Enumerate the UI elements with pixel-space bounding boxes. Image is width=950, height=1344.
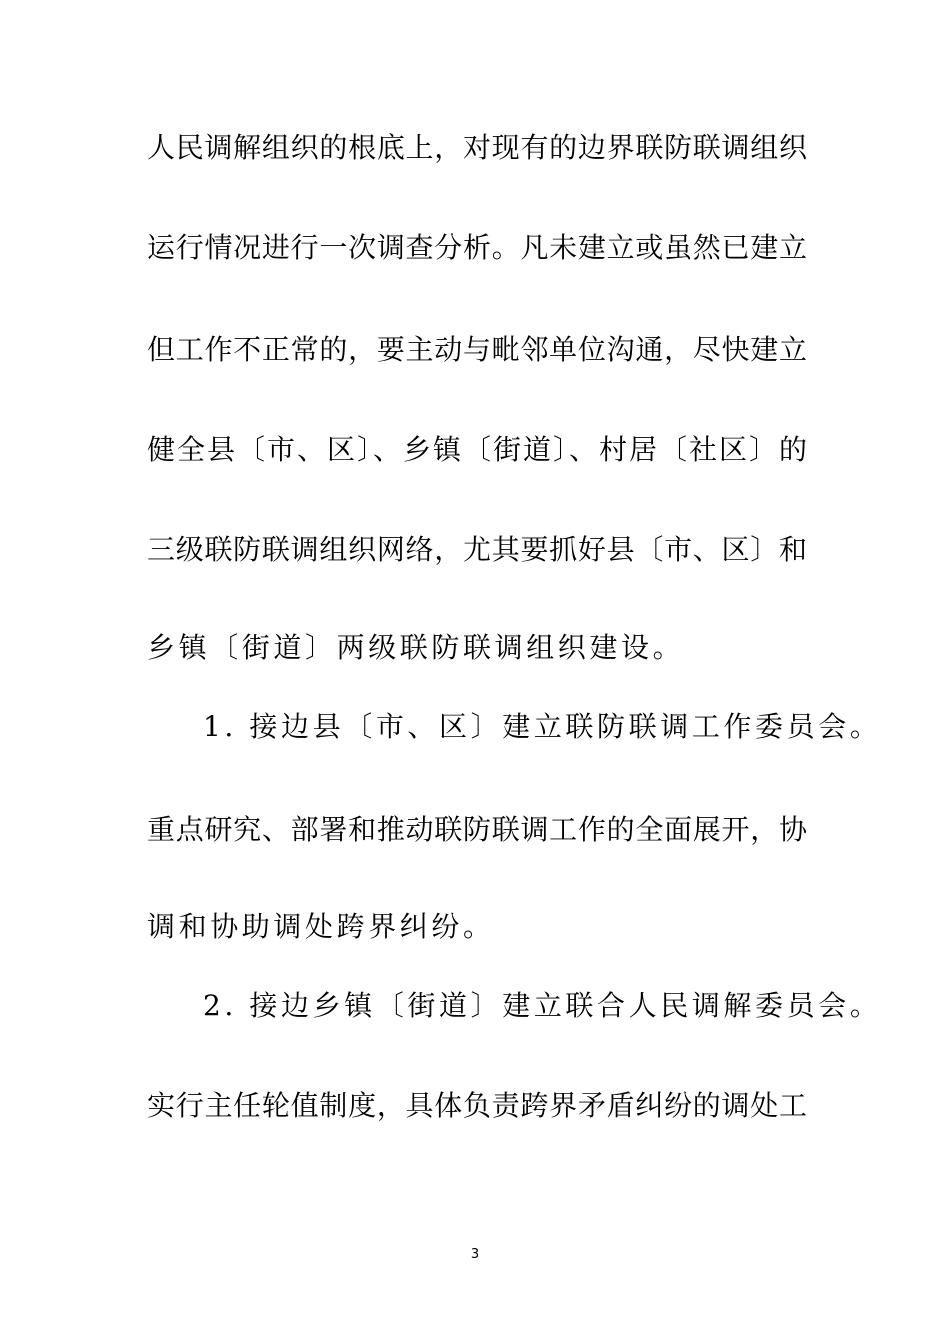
list-item-1-heading: 1. 接边县〔市、区〕建立联防联调工作委员会。 xyxy=(203,710,882,743)
paragraph-line-5: 三级联防联调组织网络，尤其要抓好县〔市、区〕和 xyxy=(147,533,807,566)
list-item-2-heading: 2. 接边乡镇〔街道〕建立联合人民调解委员会。 xyxy=(203,989,882,1022)
list-item-1-line-2: 调和协助调处跨界纠纷。 xyxy=(147,910,495,943)
list-item-2-line-1: 实行主任轮值制度，具体负责跨界矛盾纠纷的调处工 xyxy=(147,1089,807,1122)
paragraph-line-4: 健全县〔市、区〕、乡镇〔街道〕、村居〔社区〕的 xyxy=(147,433,807,466)
list-item-1-line-1: 重点研究、部署和推动联防联调工作的全面展开，协 xyxy=(147,813,807,846)
paragraph-line-1: 人民调解组织的根底上，对现有的边界联防联调组织 xyxy=(147,131,807,164)
paragraph-line-6: 乡镇〔街道〕两级联防联调组织建设。 xyxy=(147,631,685,664)
paragraph-line-2: 运行情况进行一次调查分析。凡未建立或虽然已建立 xyxy=(147,231,807,264)
paragraph-line-3: 但工作不正常的，要主动与毗邻单位沟通，尽快建立 xyxy=(147,333,807,366)
page-number: 3 xyxy=(470,1247,480,1262)
